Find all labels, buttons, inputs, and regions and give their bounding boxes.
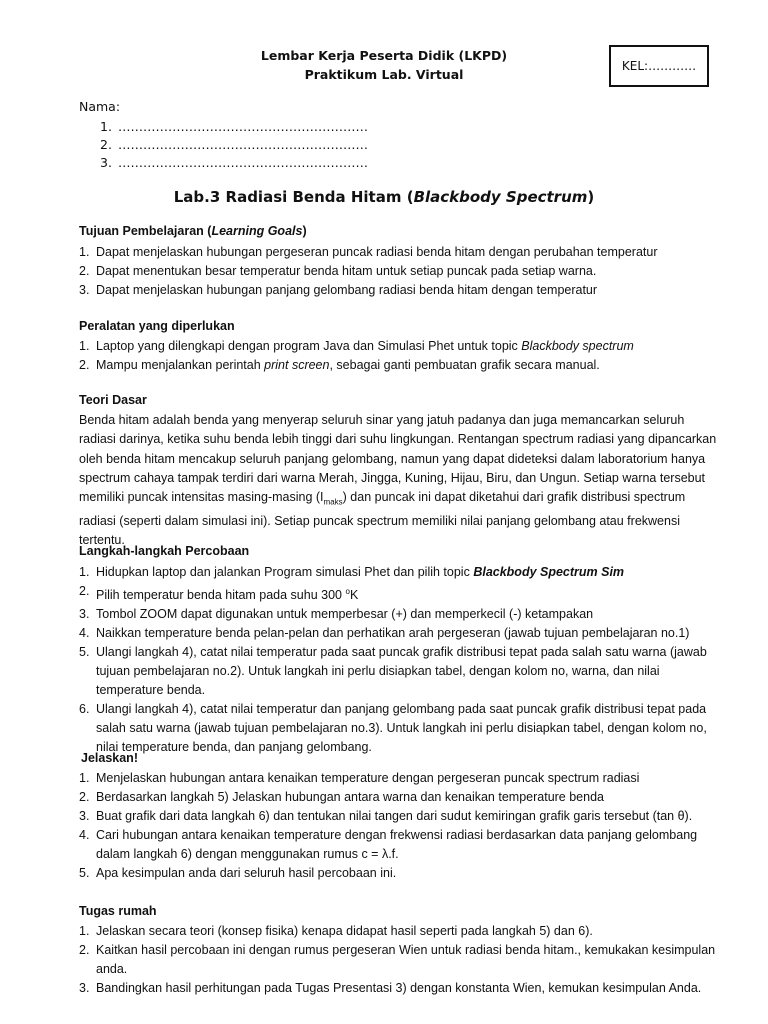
name-line: 1. …………………………………………………… — [100, 119, 368, 134]
list-item: 1. Dapat menjelaskan hubungan pergeseran puncak radiasi benda hitam dengan perubahan temperatur — [79, 245, 658, 259]
homework-list — [79, 922, 719, 998]
procedure-heading: Langkah-langkah Percobaan — [79, 544, 250, 558]
name-label: Nama: — [79, 99, 121, 114]
document-title: Lembar Kerja Peserta Didik (LKPD) — [260, 48, 508, 63]
learning-goals-heading: Tujuan Pembelajaran (Learning Goals) — [79, 224, 307, 238]
homework-heading: Tugas rumah — [79, 904, 157, 918]
list-item: 2. Mampu menjalankan perintah print screen, sebagai ganti pembuatan grafik secara manual. — [79, 358, 600, 372]
list-item: 5. Ulangi langkah 4), catat nilai temperatur pada saat puncak grafik distribusi tepat pada salah satu warna (jawab tujuan pembelajaran no.2). Untuk langkah ini perlu disiapkan tabel, dengan kolom no, warna, dan nilai temperature benda. — [79, 645, 707, 698]
name-list — [100, 118, 368, 172]
equipment-heading: Peralatan yang diperlukan — [79, 319, 235, 333]
list-item: 3. Bandingkan hasil perhitungan pada Tugas Presentasi 3) dengan konstanta Wien, kemukan kesimpulan Anda. — [79, 981, 702, 995]
explain-heading: Jelaskan! — [81, 751, 138, 765]
list-item: 4. Cari hubungan antara kenaikan temperature dengan frekwensi radiasi berdasarkan data panjang gelombang dalam langkah 6) dengan menggunakan rumus c = λ.f. — [79, 828, 698, 861]
list-item: 3. Buat grafik dari data langkah 6) dan tentukan nilai tangen dari sudut kemiringan grafik garis tersebut (tan θ). — [79, 809, 693, 823]
list-item: 4. Naikkan temperature benda pelan-pelan dan perhatikan arah pergeseran (jawab tujuan pembelajaran no.1) — [79, 626, 690, 641]
learning-goals-list — [79, 243, 719, 300]
list-item: 1. Menjelaskan hubungan antara kenaikan temperature dengan pergeseran puncak spectrum radiasi — [79, 771, 640, 785]
basic-theory-paragraph: Benda hitam adalah benda yang menyerap seluruh sinar yang jatuh padanya dan juga memancarkan seluruh radiasi darinya, ketika suhu benda lebih tinggi dari suhu lingkungan. Rentangan spectrum radiasi yang dipancarkan oleh benda hitam mencakup seluruh panjang gelombang, namun yang dapat dideteksi dalam laboratorium hanya spectrum cahaya tampak terdiri dari warna Merah, Jingga, Kuning, Hijau, Biru, dan Ungun. Setiap warna tersebut memiliki puncak intensitas masing-masing $(I_{maks})$ dan puncak ini dapat diketahui dari grafik distribusi spectrum radiasi (seperti dalam simulasi ini). Setiap puncak spectrum memiliki nilai panjang gelombang atau frekwensi tertentu. — [79, 413, 717, 548]
document-subtitle: Praktikum Lab. Virtual — [304, 67, 464, 82]
equipment-list — [79, 337, 719, 375]
procedure-list — [79, 563, 719, 757]
list-item: 3. Tombol ZOOM dapat digunakan untuk memperbesar (+) dan memperkecil (-) ketampakan — [79, 607, 594, 622]
group-number-label: KEL:………… — [621, 59, 697, 73]
list-item: 2. Dapat menentukan besar temperatur benda hitam untuk setiap puncak pada setiap warna. — [79, 264, 597, 278]
group-number-box — [609, 45, 709, 87]
list-item: 6. Ulangi langkah 4), catat nilai temperatur dan panjang gelombang pada saat puncak grafik distribusi tepat pada salah satu warna (jawab tujuan pembelajaran no.3). Untuk langkah ini perlu disiapkan tabel, dengan kolom no, nilai temperature benda, dan panjang gelombang. — [79, 702, 707, 755]
explain-list — [79, 769, 719, 883]
list-item: 1. Jelaskan secara teori (konsep fisika) kenapa didapat hasil seperti pada langkah 5) dan 6). — [79, 924, 593, 938]
list-item: 2. Berdasarkan langkah 5) Jelaskan hubungan antara warna dan kenaikan temperature benda — [79, 790, 604, 804]
list-item: 1. Hidupkan laptop dan jalankan Program simulasi Phet dan pilih topic Blackbody Spectrum Sim — [79, 565, 625, 579]
basic-theory-heading: Teori Dasar — [79, 393, 147, 407]
list-item: 1. Laptop yang dilengkapi dengan program Java dan Simulasi Phet untuk topic Blackbody spectrum — [79, 339, 634, 353]
name-line: 3. …………………………………………………… — [100, 155, 368, 170]
list-item: 2. Pilih temperatur benda hitam pada suhu 300 $^o$K — [79, 584, 359, 603]
list-item: 3. Dapat menjelaskan hubungan panjang gelombang radiasi benda hitam dengan temperatur — [79, 283, 598, 297]
lab-title: Lab.3 Radiasi Benda Hitam (Blackbody Spectrum) — [173, 188, 595, 206]
list-item: 2. Kaitkan hasil percobaan ini dengan rumus pergeseran Wien untuk radiasi benda hitam., kemukakan kesimpulan anda. — [79, 943, 716, 976]
name-line: 2. …………………………………………………… — [100, 137, 368, 152]
list-item: 5. Apa kesimpulan anda dari seluruh hasil percobaan ini. — [79, 866, 397, 880]
